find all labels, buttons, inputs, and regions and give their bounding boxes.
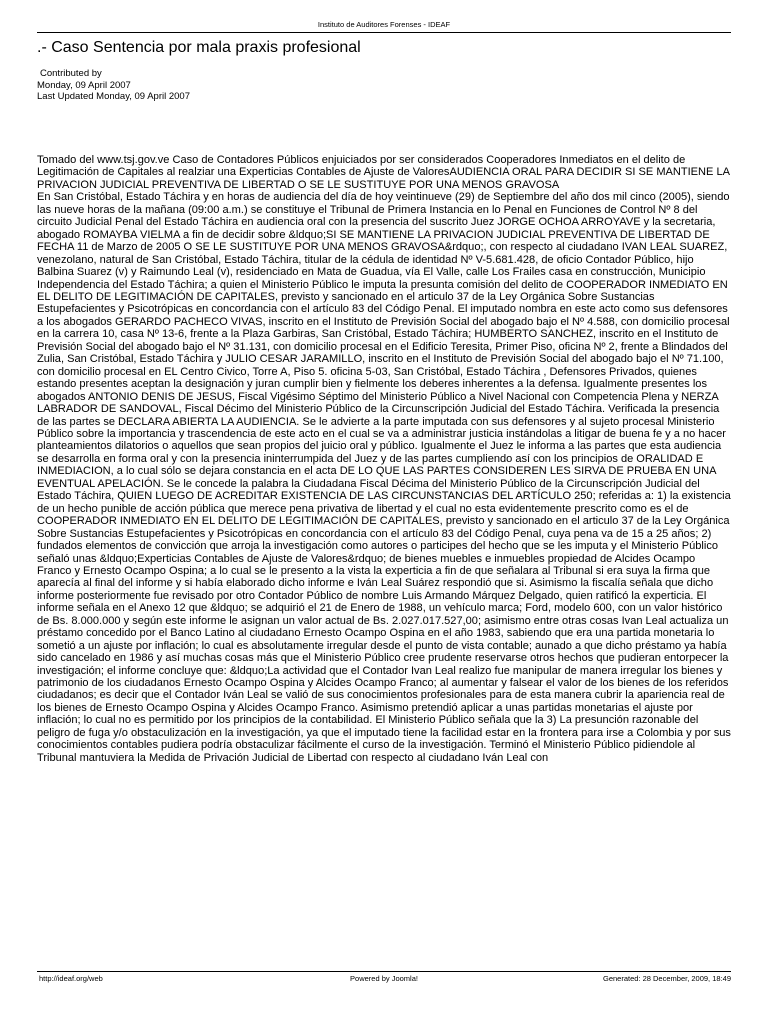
footer-powered: Powered by Joomla!	[350, 974, 418, 983]
header-divider	[37, 32, 731, 33]
article-body	[37, 154, 731, 764]
last-updated: Last Updated Monday, 09 April 2007	[37, 91, 190, 102]
contributed-by: Contributed by	[40, 68, 102, 79]
footer-generated: Generated: 28 December, 2009, 18:49	[602, 974, 731, 983]
article-title: .- Caso Sentencia por mala praxis profesional	[37, 39, 361, 56]
article-date: Monday, 09 April 2007	[37, 79, 131, 91]
footer-divider	[37, 971, 731, 972]
article-body-text: Tomado del www.tsj.gov.ve Caso de Contadores Públicos enjuiciados por ser considerados Cooperadores Inmediatos en el delito de Legitimación de Capitales al realziar una Experticias Contables de Ajuste de ValoresAUDIENCIA ORAL PARA DECIDIR SI SE MANTIENE LA PRIVACION JUDICIAL PREVENTIVA DE LIBERTAD O SE LE SUSTITUYE POR UNA MENOS GRAVOSA En San Cristóbal, Estado Táchira y en horas de audiencia del día de hoy veintinueve (29) de Septiembre del año dos mil cinco (2005), siendo las nueve horas de la mañana (09:00 a.m.) se constituye el Tribunal de Primera Instancia en lo Penal en Funciones de Control Nº 8 del circuito Judicial Penal del Estado Táchira en audiencia oral con la presencia del suscrito Juez JORGE OCHOA ARROYAVE y la secretaria, abogado ROMAYBA VIELMA a fin de decidir sobre &ldquo;SI SE MANTIENE LA PRIVACION JUDICIAL PREVENTIVA DE LIBERTAD DE FECHA 11 de Marzo de 2005 O SE LE SUSTITUYE POR UNA MENOS GRAVOSA&rdquo;, con respecto al ciudadano IVAN LEAL SUAREZ, venezolano, natural de San Cristóbal, Estado Táchira, titular de la cédula de identidad Nº V-5.681.428, de oficio Contador Público, hijo Balbina Suarez (v) y Raimundo Leal (v), residenciado en Mata de Guadua, vía El Valle, calle Los Frailes casa en construcción, Municipio Independencia del Estado Táchira; a quien el Ministerio Público le imputa la presunta comisión del delito de COOPERADOR INMEDIATO EN EL DELITO DE LEGITIMACIÓN DE CAPITALES, previsto y sancionado en el articulo 37 de la Ley Orgánica Sobre Sustancias Estupefacientes y Psicotrópicas en concordancia con el artículo 83 del Código Penal. El imputado nombra en este acto como sus defensores a los abogados GERARDO PACHECO VIVAS, inscrito en el Instituto de Previsión Social del abogado bajo el Nº 4.588, con domicilio procesal en la carrera 10, casa Nº 13-6, frente a la Plaza Garbiras, San Cristóbal, Estado Táchira; HUMBERTO SANCHEZ, inscrito en el Instituto de Previsión Social del abogado bajo el Nº 31.131, con domicilio procesal en el Edificio Teresita, Primer Piso, oficina Nº 2, frente a Blindados del Zulia, San Cristóbal, Estado Táchira y JULIO CESAR JARAMILLO, inscrito en el Instituto de Previsión Social del abogado bajo el Nº 71.100, con domicilio procesal en EL Centro Civico, Torre A, Piso 5. oficina 5-03, San Cristóbal, Estado Táchira , Defensores Privados, quienes estando presentes aceptan la designación y juran cumplir bien y fielmente los deberes inherentes a la defensa. Igualmente presentes los abogados ANTONIO DENIS DE JESUS, Fiscal Vigésimo Séptimo del Ministerio Público a Nivel Nacional con Competencia Plena y NERZA LABRADOR DE SANDOVAL, Fiscal Décimo del Ministerio Público de la Circunscripción Judicial del Estado Táchira. Verificada la presencia de las partes se DECLARA ABIERTA LA AUDIENCIA. Se le advierte a la parte imputada con sus defensores y al sujeto procesal Ministerio Público sobre la importancia y trascendencia de este acto en el cual se va a administrar justicia instándolas a litigar de buena fe y a no hacer planteamientos dilatorios o aquellos que sean propios del juicio oral y público. Igualmente el Juez le informa a las partes que esta audiencia se desarrolla en forma oral y con la presencia ininterrumpida del Juez y de las partes cumpliendo así con los principios de ORALIDAD E INMEDIACION, a lo cual sólo se dejara constancia en el acta DE LO QUE LAS PARTES CONSIDEREN LES SIRVA DE PRUEBA EN UNA EVENTUAL APELACIÓN. Se le concede la palabra la Ciudadana Fiscal Décima del Ministerio Público de la Circunscripción Judicial del Estado Táchira, QUIEN LUEGO DE ACREDITAR EXISTENCIA DE LAS CIRCUNSTANCIAS DEL ARTÍCULO 250; referidas a: 1) la existencia de un hecho punible de acción pública que merece pena privativa de libertad y el cual no esta evidentemente prescrito como es el de COOPERADOR INMEDIATO EN EL DELITO DE LEGITIMACIÓN DE CAPITALES, previsto y sancionado en el articulo 37 de la Ley Orgánica Sobre Sustancias Estupefacientes y Psicotrópicas en concordancia con el artículo 83 del Código Penal, cuya pena va de 15 a 25 años; 2) fundados elementos de convicción que arroja la investigación como autores o participes del hecho que se les imputa y el Ministerio Público señaló unas &ldquo;Experticias Contables de Ajuste de Valores&rdquo; de bienes muebles e inmuebles propiedad de Alcides Ocampo Franco y Ernesto Ocampo Ospina; a lo cual se le presento a la vista la experticia a fin de que señalara al Tribunal si era suya la firma que aparecía al final del informe y si había elaborado dicho informe e Iván Leal Suárez respondió que si. Asimismo la fiscalía señala que dicho informe posteriormente fue revisado por otro Contador Público de nombre Luis Armando Márquez Delgado, quien ratificó la experticia. El informe señala en el Anexo 12 que &ldquo; se adquirió el 21 de Enero de 1988, un vehículo marca; Ford, modelo 600, con un valor histórico de Bs. 8.000.000 y según este informe le asignan un valor actual de Bs. 2.027.017.527,00; asimismo entre otras cosas Ivan Leal actualiza un préstamo concedido por el Banco Latino al ciudadano Ernesto Ocampo Ospina en el año 1983, sabiendo que era una partida monetaria lo sometió a un ajuste por inflación; lo cual es absolutamente irregular desde el punto de vista contable; aunado a que dicho préstamo ya había sido cancelado en 1986 y así muchas cosas más que el Ministerio Público cree prudente reservarse otros hechos que pudieran entorpecer la investigación; el informe concluye que: &ldquo;La actividad que el Contador Ivan Leal realizo fue manipular de manera irregular los bienes y patrimonio de los ciudadanos Ernesto Ocampo Ospina y Alcides Ocampo Franco; al aumentar y falsear el valor de los bienes de los referidos ciudadanos; es decir que el Contador Iván Leal se valió de sus conocimientos profesionales para de esta manera cubrir la apariencia real de los bienes de Ernesto Ocampo Ospina y Alcides Ocampo Franco. Asimismo pretendió aplicar a unas partidas monetarias el ajuste por inflación; lo cual no es permitido por los principios de la contabilidad. El Ministerio Público señala que la 3) La presunción razonable del peligro de fuga y/o obstaculización en la investigación, ya que el imputado tiene la facilidad estar en la frontera para irse a Colombia y por sus conocimientos contables pudiera podría obstaculizar fácilmente el curso de la investigación. Terminó el Ministerio Público pidiendole al Tribunal mantuviera la Medida de Privación Judicial de Libertad con respecto al ciudadano Iván Leal con	[37, 154, 731, 764]
footer-url: http://ideaf.org/web	[39, 974, 103, 983]
article-meta	[37, 68, 190, 103]
site-header: Instituto de Auditores Forenses - IDEAF	[317, 20, 451, 29]
